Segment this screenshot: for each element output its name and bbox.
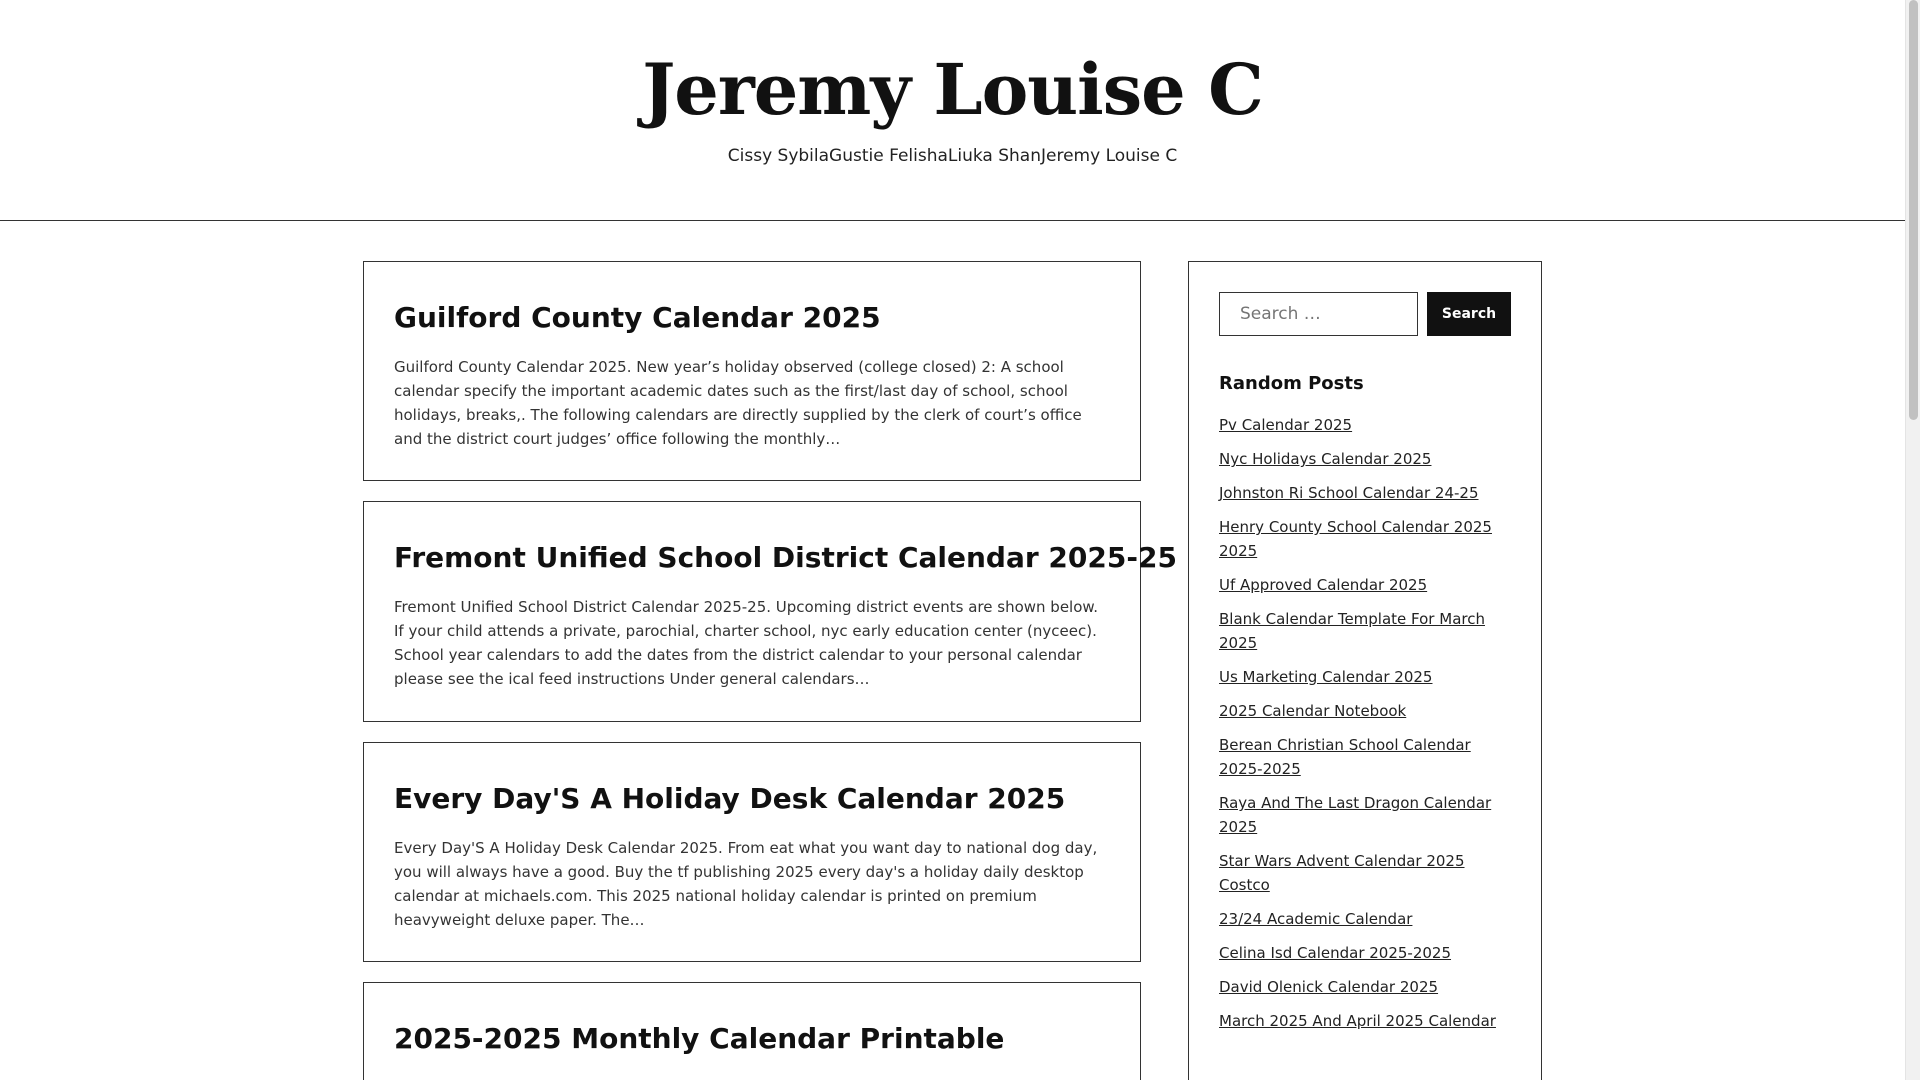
random-posts-list (1219, 413, 1517, 1043)
post-title[interactable]: Guilford County Calendar 2025 (394, 301, 881, 334)
sidebar (1188, 261, 1542, 1080)
page-scrollbar[interactable] (1905, 0, 1920, 1080)
post-card (363, 501, 1177, 722)
site-header (0, 0, 1905, 221)
random-post-link[interactable]: Star Wars Advent Calendar 2025 Costco (1219, 852, 1465, 894)
random-post-link[interactable]: 2025 Calendar Notebook (1219, 702, 1407, 720)
random-post-link[interactable]: Celina Isd Calendar 2025-2025 (1219, 944, 1452, 962)
random-post-link[interactable]: Johnston Ri School Calendar 24-25 (1219, 484, 1479, 502)
post-title[interactable]: 2025-2025 Monthly Calendar Printable (394, 1022, 1005, 1055)
post-excerpt: Every Day'S A Holiday Desk Calendar 2025. From eat what you want day to national dog day, you will always have a good. Buy the tf publishing 2025 every day's a holiday daily desktop calendar at michaels.com. This 2025 national holiday calendar is printed on premium heavyweight deluxe paper. The… (394, 839, 1098, 929)
list-item (1219, 573, 1517, 597)
post-title[interactable]: Every Day'S A Holiday Desk Calendar 2025 (394, 782, 1066, 815)
list-item (1219, 975, 1517, 999)
random-post-link[interactable]: Pv Calendar 2025 (1219, 416, 1353, 434)
nav-item-gustie-felisha[interactable]: Gustie Felisha (829, 146, 948, 166)
nav-item-jeremy-louise-c[interactable]: Jeremy Louise C (1041, 146, 1178, 166)
list-item (1219, 665, 1517, 689)
list-item (1219, 481, 1517, 505)
post-excerpt: Guilford County Calendar 2025. New year’s holiday observed (college closed) 2: A school calendar specify the important academic dates such as the first/last day of school, school holidays, breaks,. The following calendars are directly supplied by the clerk of court’s office and the district court judges’ office following the monthly… (394, 358, 1082, 448)
random-posts-heading: Random Posts (1219, 373, 1364, 394)
list-item (1219, 413, 1517, 437)
random-post-link[interactable]: 23/24 Academic Calendar (1219, 910, 1413, 928)
post-excerpt: Fremont Unified School District Calendar 2025-25. Upcoming district events are shown below. If your child attends a private, parochial, charter school, nyc early education center (nyceec). School year calendars to add the dates from the district calendar to your personal calendar please see the ical feed instructions Under general calendars… (394, 598, 1099, 688)
search-input[interactable] (1219, 292, 1418, 336)
random-post-link[interactable]: Us Marketing Calendar 2025 (1219, 668, 1433, 686)
list-item (1219, 907, 1517, 931)
list-item (1219, 1009, 1517, 1033)
primary-nav (0, 144, 1905, 168)
post-card (363, 982, 1141, 1080)
search-button[interactable]: Search (1427, 292, 1511, 336)
list-item (1219, 849, 1517, 897)
random-post-link[interactable]: Nyc Holidays Calendar 2025 (1219, 450, 1432, 468)
random-post-link[interactable]: Blank Calendar Template For March 2025 (1219, 610, 1485, 652)
list-item (1219, 791, 1517, 839)
random-post-link[interactable]: David Olenick Calendar 2025 (1219, 978, 1439, 996)
random-post-link[interactable]: Berean Christian School Calendar 2025-2025 (1219, 736, 1471, 778)
post-title[interactable]: Fremont Unified School District Calendar 2025-25 (394, 541, 1177, 574)
random-post-link[interactable]: March 2025 And April 2025 Calendar (1219, 1012, 1496, 1030)
nav-item-liuka-shan[interactable]: Liuka Shan (947, 146, 1041, 166)
list-item (1219, 733, 1517, 781)
list-item (1219, 607, 1517, 655)
post-card (363, 261, 1141, 481)
random-post-link[interactable]: Uf Approved Calendar 2025 (1219, 576, 1428, 594)
post-card (363, 742, 1141, 962)
list-item (1219, 447, 1517, 471)
random-post-link[interactable]: Henry County School Calendar 2025 2025 (1219, 518, 1492, 560)
nav-item-cissy-sybila[interactable]: Cissy Sybila (727, 146, 830, 166)
random-post-link[interactable]: Raya And The Last Dragon Calendar 2025 (1219, 794, 1492, 836)
list-item (1219, 941, 1517, 965)
site-title[interactable]: Jeremy Louise C (642, 48, 1263, 131)
list-item (1219, 515, 1517, 563)
list-item (1219, 699, 1517, 723)
scrollbar-thumb[interactable] (1909, 0, 1918, 420)
